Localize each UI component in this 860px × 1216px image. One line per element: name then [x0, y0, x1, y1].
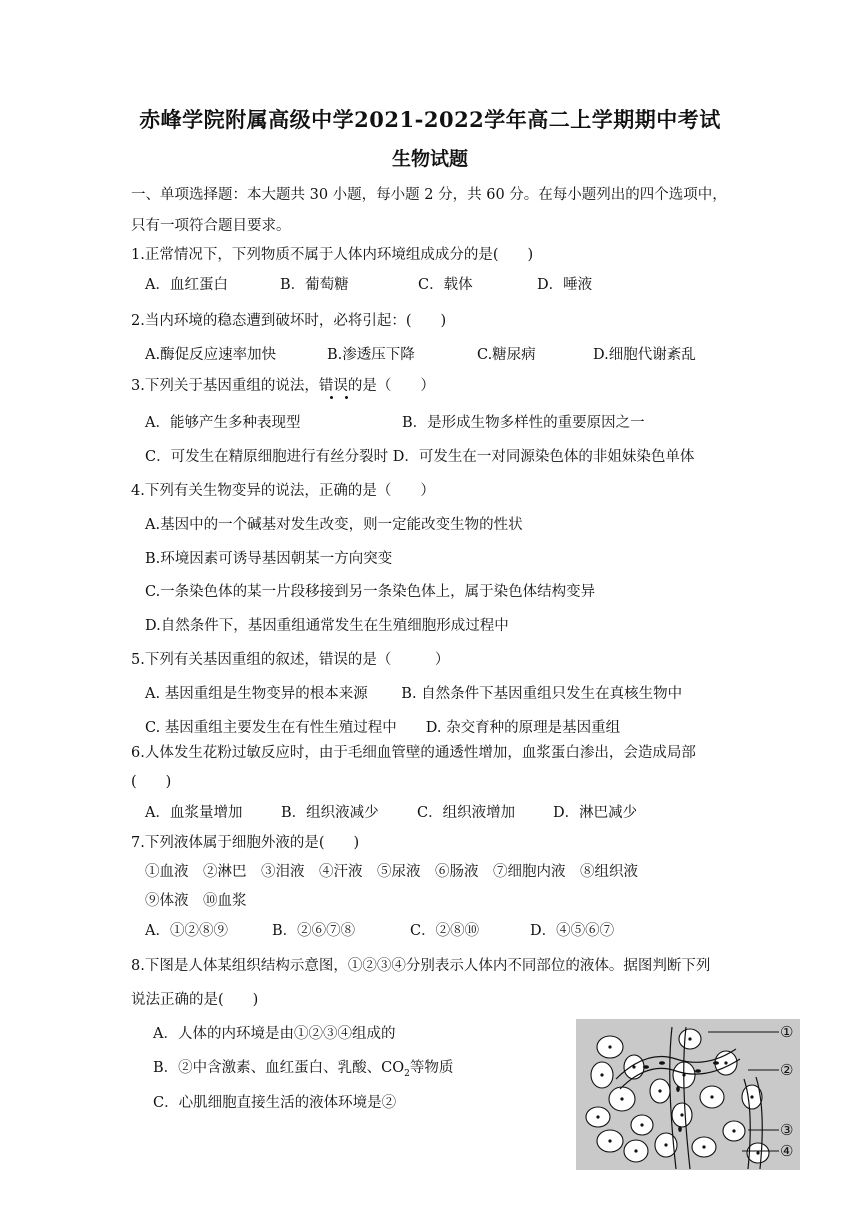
q2-option-c: C.糖尿病	[477, 347, 536, 363]
q6-stem-line2: ( )	[131, 774, 172, 790]
tissue-structure-diagram	[576, 1019, 800, 1170]
q6-option-c: C．组织液增加	[417, 805, 516, 821]
diagram-label-1: ①	[780, 1023, 794, 1041]
q5-options-ab: A. 基因重组是生物变异的根本来源 B. 自然条件下基因重组只发生在真核生物中	[145, 686, 683, 702]
q3-options-cd: C．可发生在精原细胞进行有丝分裂时 D．可发生在一对同源染色体的非姐妹染色单体	[145, 449, 695, 465]
q7-option-b: B．②⑥⑦⑧	[272, 923, 356, 939]
diagram-label-4: ④	[780, 1142, 794, 1160]
exam-title: 赤峰学院附属高级中学2021-2022学年高二上学期期中考试	[139, 107, 721, 132]
q4-stem: 4.下列有关生物变异的说法，正确的是（ ）	[131, 483, 435, 499]
q3-stem: 3.下列关于基因重组的说法，错误的是（ ）	[131, 378, 435, 394]
emphasis-dot	[345, 396, 348, 399]
q7-stem: 7.下列液体属于细胞外液的是( )	[131, 835, 360, 851]
q6-option-b: B．组织液减少	[281, 805, 379, 821]
q3-options-ab: A．能够产生多种表现型 B．是形成生物多样性的重要原因之一	[145, 415, 645, 431]
q4-option-d: D.自然条件下，基因重组通常发生在生殖细胞形成过程中	[145, 618, 509, 634]
diagram-label-3: ③	[780, 1121, 794, 1139]
q1-option-d: D．唾液	[537, 277, 593, 293]
q7-option-c: C．②⑧⑩	[410, 923, 480, 939]
tissue-drawing	[576, 1019, 800, 1170]
q8-option-b: B．②中含激素、血红蛋白、乳酸、$CO_2$等物质	[153, 1060, 454, 1079]
q2-option-b: B.渗透压下降	[327, 347, 415, 363]
q6-stem-line1: 6.人体发生花粉过敏反应时，由于毛细血管壁的通透性增加，血浆蛋白渗出，会造成局部	[131, 745, 696, 761]
q1-option-c: C．载体	[418, 277, 473, 293]
q1-option-a: A．血红蛋白	[145, 277, 228, 293]
q2-option-d: D.细胞代谢紊乱	[593, 347, 696, 363]
q4-option-a: A.基因中的一个碱基对发生改变，则一定能改变生物的性状	[145, 517, 523, 533]
q2-stem: 2.当内环境的稳态遭到破坏时，必将引起：( )	[131, 313, 447, 329]
q4-option-b: B.环境因素可诱导基因朝某一方向突变	[145, 551, 393, 567]
section-instruction-line1: 一、单项选择题：本大题共 30 小题，每小题 2 分，共 60 分。在每小题列出的四个选项中，	[131, 187, 727, 203]
section-instruction-line2: 只有一项符合题目要求。	[131, 218, 291, 234]
q5-stem: 5.下列有关基因重组的叙述，错误的是（ ）	[131, 652, 450, 668]
q7-items-line2: ⑨体液 ⑩血浆	[145, 893, 247, 909]
diagram-label-2: ②	[780, 1061, 794, 1079]
q8-stem-line2: 说法正确的是( )	[131, 992, 259, 1008]
emphasis-dot	[330, 396, 333, 399]
q2-option-a: A.酶促反应速率加快	[145, 347, 277, 363]
q6-option-a: A．血浆量增加	[145, 805, 243, 821]
q8-stem-line1: 8.下图是人体某组织结构示意图，①②③④分别表示人体内不同部位的液体。据图判断下列	[131, 958, 711, 974]
q4-option-c: C.一条染色体的某一片段移接到另一条染色体上，属于染色体结构变异	[145, 584, 596, 600]
q7-option-d: D．④⑤⑥⑦	[530, 923, 615, 939]
q1-option-b: B．葡萄糖	[280, 277, 349, 293]
q8-option-a: A．人体的内环境是由①②③④组成的	[153, 1026, 396, 1042]
exam-subtitle: 生物试题	[391, 148, 468, 170]
q6-option-d: D．淋巴减少	[553, 805, 638, 821]
q7-items-line1: ①血液 ②淋巴 ③泪液 ④汗液 ⑤尿液 ⑥肠液 ⑦细胞内液 ⑧组织液	[145, 864, 638, 880]
q8-option-c: C．心肌细胞直接生活的液体环境是②	[153, 1095, 397, 1111]
q1-stem: 1.正常情况下，下列物质不属于人体内环境组成成分的是( )	[131, 247, 534, 263]
q7-option-a: A．①②⑧⑨	[145, 923, 228, 939]
q5-options-cd: C. 基因重组主要发生在有性生殖过程中 D. 杂交育种的原理是基因重组	[145, 720, 621, 736]
